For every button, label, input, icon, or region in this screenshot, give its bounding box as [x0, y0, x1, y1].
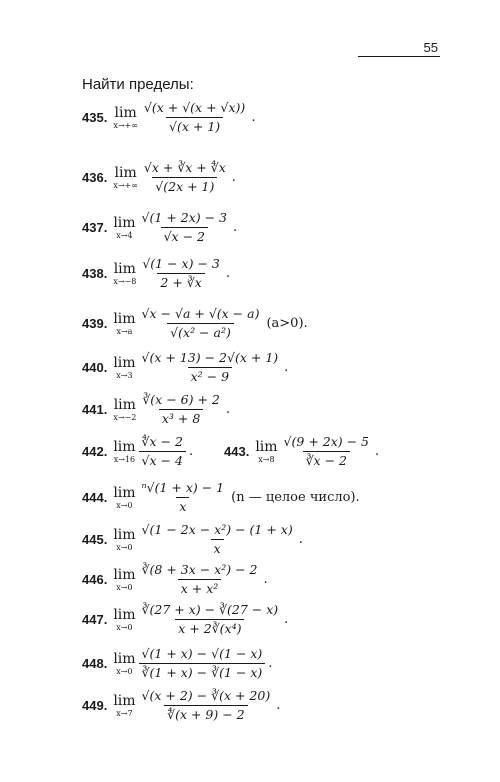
limit-subscript: x→+∞	[113, 180, 138, 190]
denominator: √(x² − a²)	[167, 323, 234, 341]
problem-number: 441.	[82, 402, 108, 417]
fraction	[139, 480, 228, 515]
limit-subscript: x→16	[113, 454, 136, 464]
trailing-punctuation: .	[284, 360, 289, 375]
limit-operator: lim x→8	[255, 438, 278, 464]
problem-number: 447.	[82, 612, 108, 627]
limit-subscript: x→0	[116, 542, 133, 552]
problem-number: 440.	[82, 360, 108, 375]
denominator: ∛(1 + x) − ∛(1 − x)	[139, 663, 266, 681]
fraction	[281, 434, 372, 469]
limit-subscript: x→4	[116, 230, 133, 240]
limit-subscript: x→0	[116, 622, 133, 632]
trailing-punctuation: .	[225, 266, 230, 281]
problem-number: 437.	[82, 220, 108, 235]
limit-subscript: x→a	[116, 326, 133, 336]
trailing-punctuation: .	[231, 170, 236, 185]
trailing-punctuation: .	[188, 444, 194, 459]
fraction	[139, 522, 296, 557]
numerator: √x + ∛x + ∜x	[143, 160, 226, 175]
fraction	[139, 392, 223, 427]
fraction	[139, 210, 230, 245]
denominator: √(x + 1)	[166, 117, 223, 135]
fraction	[139, 306, 263, 341]
problem-437	[82, 210, 237, 245]
problem-447	[82, 602, 288, 637]
numerator: √(x + 13) − 2√(x + 1)	[141, 350, 279, 365]
denominator: 2 + ∛x	[157, 273, 204, 291]
numerator: √(1 + x) − √(1 − x)	[141, 646, 263, 661]
limit-operator: lim x→16	[113, 438, 136, 464]
trailing-punctuation: .	[251, 110, 256, 125]
problem-number: 448.	[82, 656, 108, 671]
numerator: √(x + √(x + √x))	[143, 100, 246, 115]
denominator: x² − 9	[188, 367, 232, 385]
numerator: √x − √a + √(x − a)	[141, 306, 260, 321]
fraction	[139, 602, 282, 637]
section-heading: Найти пределы:	[82, 76, 194, 93]
page-number: 55	[423, 40, 438, 55]
problem-441	[82, 392, 230, 427]
numerator: ∛(8 + 3x − x²) − 2	[141, 562, 258, 577]
trailing-punctuation: .	[298, 532, 303, 547]
limit-subscript: x→0	[116, 582, 133, 592]
numerator: ∜x − 2	[141, 434, 183, 449]
fraction	[139, 434, 186, 469]
denominator: ∜(x + 9) − 2	[164, 705, 248, 723]
trailing-punctuation: .	[375, 444, 380, 459]
limit-operator: lim x→−8	[113, 260, 137, 286]
problem-number: 442.	[82, 444, 108, 459]
limit-operator: lim x→0	[113, 526, 136, 552]
problem-438	[82, 256, 230, 291]
fraction	[139, 646, 266, 681]
numerator: ∛(27 + x) − ∛(27 − x)	[141, 602, 279, 617]
limit-operator: lim x→a	[113, 310, 136, 336]
header-rule	[358, 56, 440, 57]
problem-number: 439.	[82, 316, 108, 331]
denominator: x + x²	[178, 579, 222, 597]
fraction	[141, 160, 229, 195]
limit-operator: lim x→+∞	[113, 104, 138, 130]
problem-449	[82, 688, 280, 723]
trailing-punctuation: .	[263, 572, 268, 587]
numerator: ⁿ√(1 + x) − 1	[141, 480, 225, 495]
trailing-punctuation: .	[233, 220, 238, 235]
limit-subscript: x→0	[116, 500, 133, 510]
denominator: x	[211, 539, 224, 557]
fraction	[139, 350, 282, 385]
limit-subscript: x→−8	[113, 276, 137, 286]
problem-number: 444.	[82, 490, 108, 505]
problem-442	[82, 434, 193, 469]
numerator: √(9 + 2x) − 5	[283, 434, 370, 449]
limit-operator: lim x→7	[113, 692, 136, 718]
problem-448	[82, 646, 272, 681]
fraction	[139, 256, 223, 291]
problem-440	[82, 350, 288, 385]
fraction	[141, 100, 248, 135]
problem-number: 445.	[82, 532, 108, 547]
condition-note: (n — целое число).	[231, 490, 360, 505]
problem-number: 443.	[224, 444, 250, 459]
limit-operator: lim x→−2	[113, 396, 137, 422]
numerator: √(x + 2) − ∛(x + 20)	[141, 688, 271, 703]
problem-445	[82, 522, 303, 557]
limit-operator: lim x→+∞	[113, 164, 138, 190]
denominator: √(2x + 1)	[152, 177, 217, 195]
problem-444	[82, 480, 360, 515]
problem-439	[82, 306, 308, 341]
problem-436	[82, 160, 236, 195]
problem-number: 436.	[82, 170, 108, 185]
limit-subscript: x→7	[116, 708, 133, 718]
trailing-punctuation: .	[225, 402, 230, 417]
fraction	[139, 562, 261, 597]
denominator: √x − 2	[161, 227, 208, 245]
problem-number: 449.	[82, 698, 108, 713]
denominator: ∛x − 2	[303, 451, 350, 469]
numerator: √(1 − 2x − x²) − (1 + x)	[141, 522, 293, 537]
fraction	[139, 688, 274, 723]
problem-number: 446.	[82, 572, 108, 587]
denominator: x + 2∛(x⁴)	[175, 619, 244, 637]
trailing-punctuation: .	[284, 612, 289, 627]
denominator: √x − 4	[139, 451, 186, 469]
problem-number: 435.	[82, 110, 108, 125]
limit-operator: lim x→0	[113, 566, 136, 592]
condition-note: (a>0).	[266, 316, 308, 331]
numerator: ∛(x − 6) + 2	[142, 392, 220, 407]
limit-subscript: x→−2	[113, 412, 137, 422]
numerator: √(1 + 2x) − 3	[141, 210, 228, 225]
limit-subscript: x→0	[116, 666, 133, 676]
limit-subscript: x→3	[116, 370, 133, 380]
denominator: x	[176, 497, 189, 515]
limit-operator: lim x→3	[113, 354, 136, 380]
limit-subscript: x→8	[258, 454, 275, 464]
numerator: √(1 − x) − 3	[142, 256, 220, 271]
problem-435	[82, 100, 255, 135]
trailing-punctuation: .	[268, 656, 273, 671]
limit-operator: lim x→0	[113, 484, 136, 510]
limit-operator: lim x→0	[113, 650, 136, 676]
problem-number: 438.	[82, 266, 108, 281]
limit-operator: lim x→0	[113, 606, 136, 632]
problem-446	[82, 562, 268, 597]
problem-443	[224, 434, 379, 469]
limit-subscript: x→+∞	[113, 120, 138, 130]
denominator: x³ + 8	[159, 409, 203, 427]
limit-operator: lim x→4	[113, 214, 136, 240]
trailing-punctuation: .	[276, 698, 281, 713]
